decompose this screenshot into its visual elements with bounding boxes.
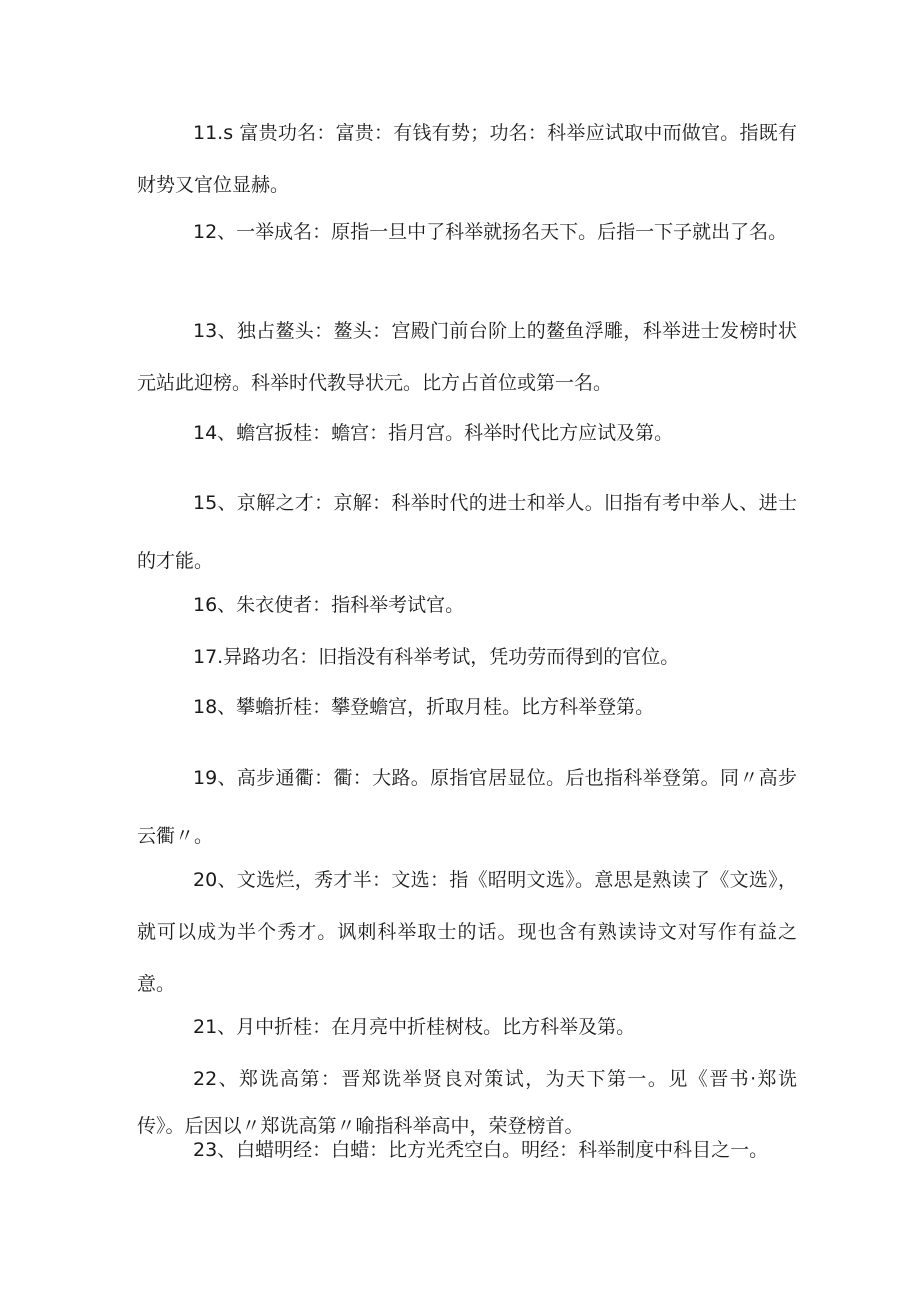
entry-14: 14、蟾宫扳桂：蟾宫：指月宫。科举时代比方应试及第。: [193, 422, 674, 444]
entry-18: 18、攀蟾折桂：攀登蟾宫，折取月桂。比方科举登第。: [193, 696, 655, 718]
entry-15: 15、京解之才：京解：科举时代的进士和举人。旧指有考中举人、进士的才能。: [137, 492, 797, 572]
entry-20: 20、文选烂，秀才半：文选：指《昭明文选》。意思是熟读了《文选》，就可以成为半个秀才。讽刺科举取士的话。现也含有熟读诗文对写作有益之意。: [137, 869, 797, 995]
entry-11: 11.s 富贵功名：富贵：有钱有势；功名：科举应试取中而做官。指既有财势又官位显赫。: [137, 122, 797, 196]
entry-23: 23、白蜡明经：白蜡：比方光秃空白。明经：科举制度中科目之一。: [193, 1139, 769, 1161]
entry-22: 22、郑诜高第：晋郑诜举贤良对策试，为天下第一。见《晋书·郑诜传》。后因以〃郑诜高第〃喻指科举高中，荣登榜首。: [137, 1068, 797, 1137]
entry-16: 16、朱衣使者：指科举考试官。: [193, 594, 465, 616]
entry-12: 12、一举成名：原指一旦中了科举就扬名天下。后指一下子就出了名。: [193, 221, 788, 243]
entry-21: 21、月中折桂：在月亮中折桂树枝。比方科举及第。: [193, 1016, 636, 1038]
entry-19: 19、高步通衢：衢：大路。原指官居显位。后也指科举登第。同〃高步云衢〃。: [137, 767, 797, 847]
entry-13: 13、独占鳌头：鳌头：宫殿门前台阶上的鳌鱼浮雕，科举进士发榜时状元站此迎榜。科举时代教导状元。比方占首位或第一名。: [137, 320, 797, 394]
entry-17: 17.异路功名：旧指没有科举考试，凭功劳而得到的官位。: [193, 646, 680, 668]
